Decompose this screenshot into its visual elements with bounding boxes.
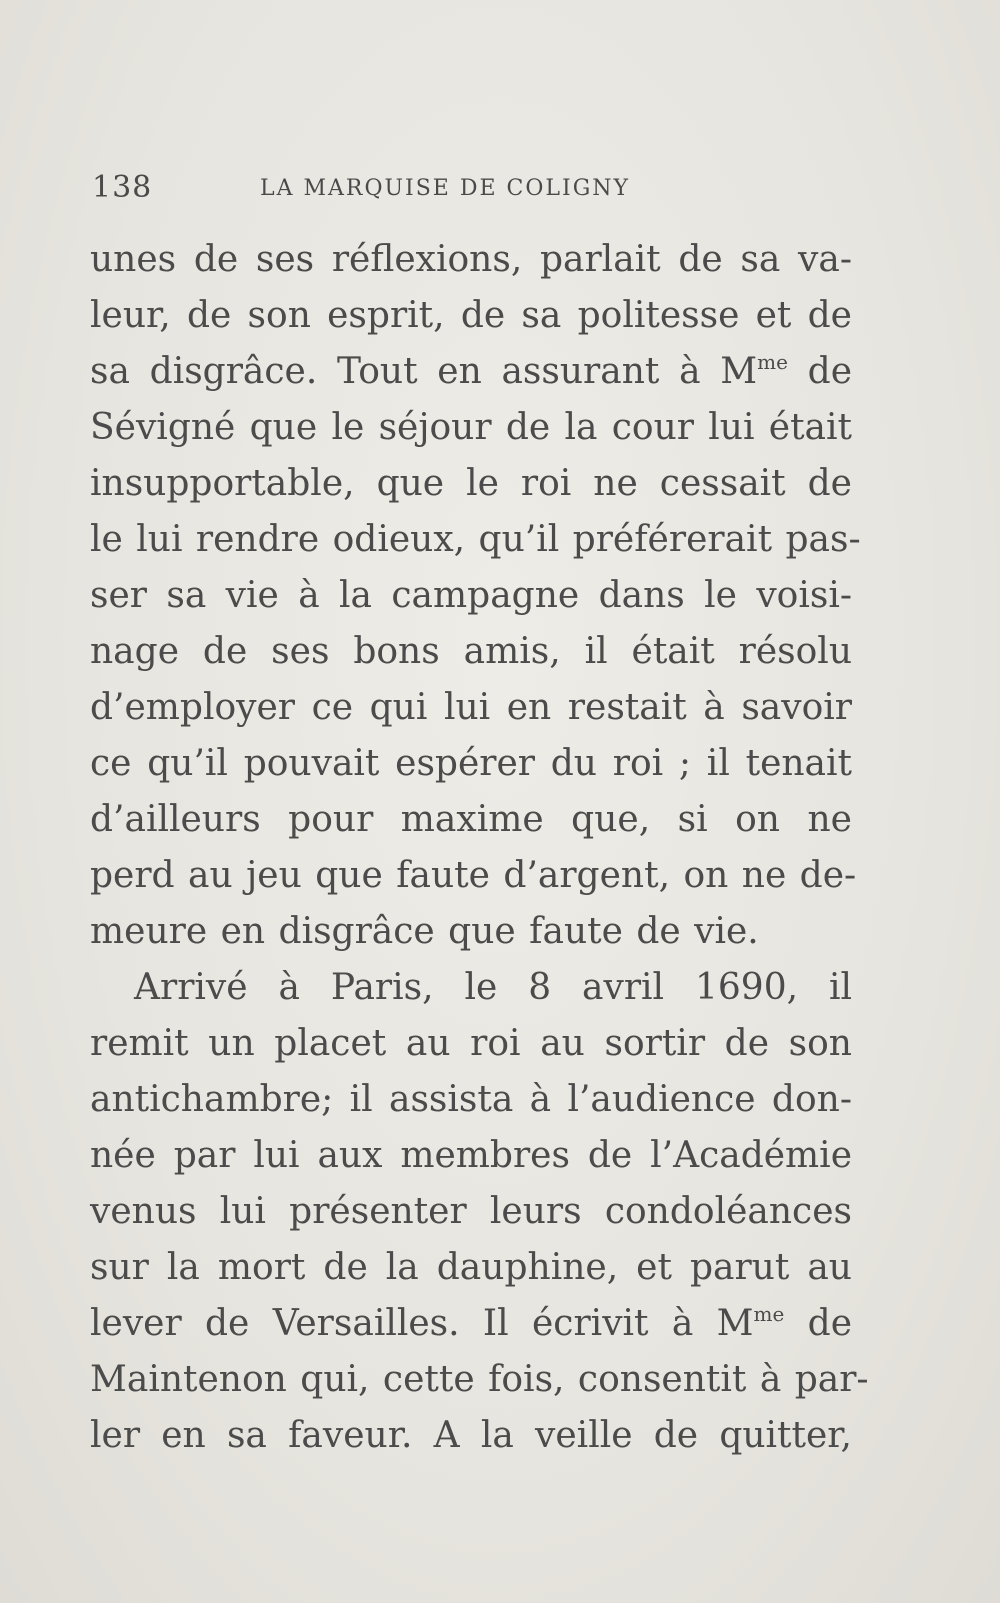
text-line: [90, 568, 852, 624]
text-segment: unes de ses réflexions, parlait de sa va-: [90, 239, 852, 280]
body-text: [90, 232, 869, 1464]
text-segment: leur, de son esprit, de sa politesse et de: [90, 295, 852, 336]
text-line: [90, 792, 852, 848]
text-segment: antichambre; il assista à l’audience don-: [90, 1079, 852, 1120]
text-segment: perd au jeu que faute d’argent, on ne de-: [90, 855, 857, 896]
text-segment: ser sa vie à la campagne dans le voisi-: [90, 575, 852, 616]
text-segment: née par lui aux membres de l’Académie: [90, 1135, 852, 1176]
text-line: [90, 1072, 852, 1128]
text-line: [90, 1184, 852, 1240]
text-segment: d’ailleurs pour maxime que, si on ne: [90, 799, 852, 840]
text-segment: Sévigné que le séjour de la cour lui était: [90, 407, 852, 448]
text-line: [90, 848, 857, 904]
text-line: [90, 904, 852, 960]
text-line: [90, 1296, 852, 1352]
text-line: [90, 232, 852, 288]
text-line: [90, 512, 861, 568]
text-segment: lever de Versailles. Il écrivit à M: [90, 1303, 754, 1344]
text-line: [90, 736, 852, 792]
text-segment: venus lui présenter leurs condoléances: [90, 1191, 852, 1232]
text-segment: sa disgrâce. Tout en assurant à M: [90, 351, 758, 392]
page-number: 138: [92, 170, 153, 205]
text-line: [90, 624, 852, 680]
text-line: [90, 1352, 869, 1408]
text-line: [90, 680, 852, 736]
text-segment: sur la mort de la dauphine, et parut au: [90, 1247, 852, 1288]
text-segment: Maintenon qui, cette fois, consentit à par-: [90, 1359, 869, 1400]
text-segment: ler en sa faveur. A la veille de quitter,: [90, 1415, 852, 1456]
page-header: [92, 170, 852, 210]
text-line: [90, 1128, 852, 1184]
text-line: [90, 960, 852, 1016]
text-segment: ce qu’il pouvait espérer du roi ; il tenait: [90, 743, 852, 784]
text-line: [90, 1240, 852, 1296]
text-segment: le lui rendre odieux, qu’il préférerait pas-: [90, 519, 861, 560]
text-segment: remit un placet au roi au sortir de son: [90, 1023, 852, 1064]
text-segment: Arrivé à Paris, le 8 avril 1690, il: [134, 967, 852, 1008]
text-line: [90, 1408, 852, 1464]
text-segment: insupportable, que le roi ne cessait de: [90, 463, 852, 504]
superscript: me: [757, 350, 788, 374]
text-segment: d’employer ce qui lui en restait à savoir: [90, 687, 852, 728]
text-line: [90, 400, 852, 456]
text-segment: de: [784, 1303, 852, 1344]
text-segment: nage de ses bons amis, il était résolu: [90, 631, 852, 672]
running-title: LA MARQUISE DE COLIGNY: [260, 176, 631, 201]
text-line: [90, 288, 852, 344]
text-segment: de: [787, 351, 852, 392]
text-line: [90, 456, 852, 512]
text-segment: meure en disgrâce que faute de vie.: [90, 911, 759, 952]
text-line: [90, 344, 852, 400]
text-line: [90, 1016, 852, 1072]
superscript: me: [753, 1302, 785, 1326]
